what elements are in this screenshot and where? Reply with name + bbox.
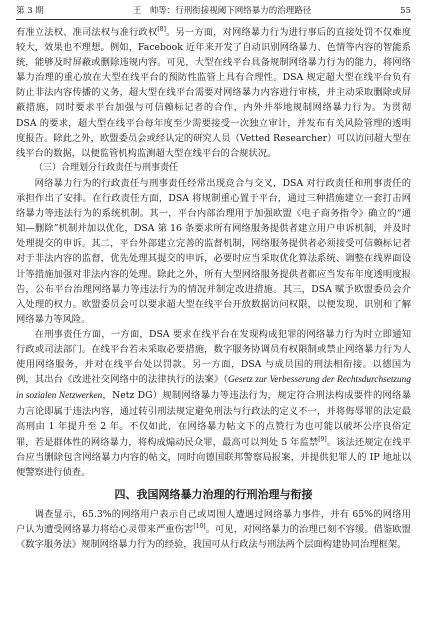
issue-number: 第 3 期 bbox=[16, 6, 44, 16]
section-heading bbox=[16, 484, 411, 506]
body-paragraph bbox=[16, 327, 411, 480]
citation-marker: [9] bbox=[318, 435, 327, 443]
body-paragraph bbox=[16, 25, 411, 161]
text-run: 。可见，对网络暴力的治理已刻不容缓。借鉴欧盟《数字服务法》规制网络暴力行为的经验，我国可从行政法与刑法两个层面构建协同治理框架。 bbox=[16, 523, 411, 550]
text-run: 。另一方面，对网络暴力行为进行事后的直接处罚不仅难度较大，效果也不理想。例如，Facebook 近年来开发了自动识别网络暴力、色情等内容的智能系统，能够及时屏蔽或删除违规内容。可见，大型在线平台具备规制网络暴力行为的能力，将网络暴力治理的重心放在大型在线平台的预防性监管上具有合理性。DSA 规定超大型在线平台负有防止非法内容传播的义务，超大型在线平台需要对网络暴力内容进行审核，并主动采取删除或屏蔽措施，同时要求平台加强与可信赖标记者的合作，内外并举地规制网络暴力行为。为贯彻 DSA 的要求，超大型在线平台每年度至少需要接受一次独立审计，并发布有关风险管理的透明度报告。除此之外，欧盟委员会或经认定的研究人员（Vetted Researcher）可以访问超大型在线平台的数据，以便监管机构监测超大型在线平台的合规状况。 bbox=[16, 27, 411, 159]
text-run: 四、我国网络暴力治理的行刑治理与衔接 bbox=[114, 487, 313, 501]
text-run: 有准立法权、准司法权与准行政权 bbox=[16, 27, 158, 38]
text-run: （三）合理划分行政责任与刑事责任 bbox=[34, 162, 179, 173]
text-run: 网络暴力行为的行政责任与刑事责任经常出现竞合与交叉，DSA 对行政责任和刑事责任的承担作出了安排。在行政责任方面，DSA 将规制重心置于平台，通过三种措施建立一套打击网络暴力等违法行为的系统机制。其一，平台内部治理用于加强欧盟《电子商务指令》确立的“通知—删除”机制并加以优化，DSA 第 16 条要求所有网络服务提供者建立用户申诉机制，并及时处理提交的申诉。其二，平台外部建立完善的监督机制，网络服务提供者必须接受可信赖标记者对于非法内容的监督，优先处理其提交的申诉，必要时应当采取优化算法系统、调整在线界面设计等措施加强对非法内容的处理。除此之外，所有大型网络服务提供者都应当发布年度透明度报告，公布平台治理网络暴力等违法行为的情况并制定改进措施。其三，DSA 赋予欧盟委员会介入处理的权力。欧盟委员会可以要求超大型在线平台开放数据访问权限，以便发现、识别和了解网络暴力等风险。 bbox=[16, 177, 411, 325]
citation-marker: [8] bbox=[157, 25, 166, 33]
running-title: 王 帅等：行刑衔接视阈下网络暴力的治理路径 bbox=[132, 6, 312, 16]
text-run: 在刑事责任方面，一方面，DSA 要求在线平台在发现构成犯罪的网络暴力行为时立即通知行政或司法部门。在线平台若未采取必要措施，数字服务协调员有权限制或禁止网络暴力行为人使用网络服务，并对在线平台处以罚款。另一方面，DSA 与成员国的刑法相衔接。以德国为例，其出台《改进社交网络中的法律执行的法案》（ bbox=[16, 328, 411, 386]
body-paragraph bbox=[16, 507, 411, 552]
page-number: 55 bbox=[400, 6, 411, 16]
body-paragraph bbox=[16, 176, 411, 327]
text-run: 。该法还规定在线平台应当删除包含网络暴力内容的帖文，同时向德国联邦警察局报案，并提供犯罪人的 IP 地址以便警察进行侦查。 bbox=[16, 436, 411, 478]
running-header bbox=[16, 6, 411, 20]
text-run: ，Netz DG）规制网络暴力等违法行为，规定符合刑法构成要件的网络暴力言论即属于违法内容，通过转引刑法规定避免刑法与行政法的定义不一，并将侮辱罪的法定最高刑由 1 年提升至 2 年。不仅如此，在网络暴力帖文下的点赞行为也可能以破坏公序良俗定罪，若是群体性的网络暴力，将构成煽动民众罪，最高可以判处 5 年监禁 bbox=[16, 390, 411, 448]
article-body bbox=[16, 25, 411, 552]
citation-marker: [10] bbox=[193, 522, 206, 530]
subsection-heading bbox=[16, 161, 411, 176]
text-run: 调查显示，65.3%的网络用户表示自己或周围人遭遇过网络暴力事件，并有 65%的网络用户认为遭受网络暴力将给心灵带来严重伤害 bbox=[16, 508, 411, 535]
text-run: Gesetz zur Verbesserung der Rechtsdurchsetzung in sozialen Netzwerken bbox=[16, 375, 411, 402]
